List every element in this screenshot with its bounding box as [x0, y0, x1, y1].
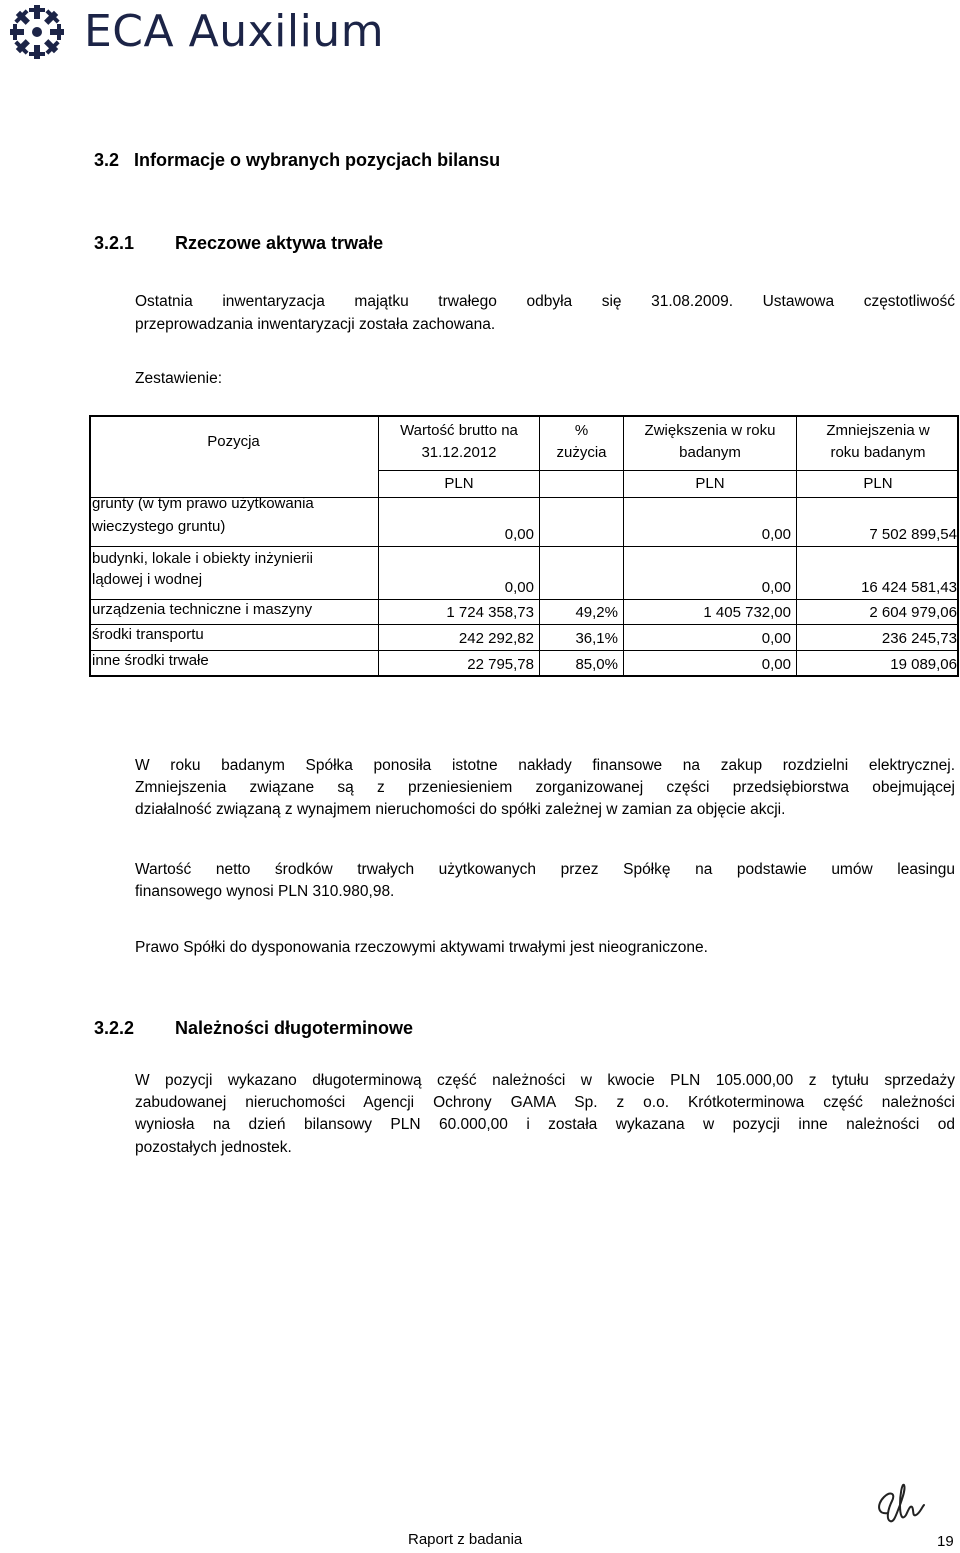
header-wear-pct: %: [574, 422, 589, 439]
header-gross-value: Wartość brutto na: [400, 422, 518, 439]
row-gross: 0,00: [504, 579, 534, 596]
row-decrease: 7 502 899,54: [869, 526, 957, 543]
logo-text: ECA Auxilium: [84, 6, 385, 57]
paragraph-line: Wartość netto środków trwałych użytkowanych przez Spółkę na podstawie umów leasingu: [135, 861, 955, 878]
section-title: Informacje o wybranych pozycjach bilansu: [134, 150, 501, 170]
footer-label: Raport z badania: [408, 1531, 523, 1548]
row-increase: 1 405 732,00: [703, 604, 791, 621]
paragraph-line: W roku badanym Spółka ponosiła istotne nakłady finansowe na zakup rozdzielni elektrycznej.: [135, 757, 955, 774]
row-increase: 0,00: [761, 656, 791, 673]
header-currency: PLN: [444, 475, 474, 492]
row-gross: 242 292,82: [458, 630, 534, 647]
subsection-number: 3.2.2: [94, 1018, 135, 1038]
subsection-number: 3.2.1: [94, 233, 135, 253]
row-name: wieczystego gruntu): [92, 518, 226, 535]
row-decrease: 236 245,73: [881, 630, 957, 647]
star-snowflake-icon: [6, 4, 68, 60]
header-wear-pct: zużycia: [556, 444, 607, 461]
row-gross: 0,00: [504, 526, 534, 543]
paragraph-line: W pozycji wykazano długoterminową część należności w kwocie PLN 105.000,00 z tytułu sprzedaży: [135, 1072, 955, 1089]
row-name: lądowej i wodnej: [92, 571, 203, 588]
row-gross: 22 795,78: [467, 656, 534, 673]
paragraph-line: działalność związaną z wynajmem nieruchomości do spółki zależnej w zamian za objęcie akcji.: [135, 801, 786, 818]
company-logo: [6, 4, 384, 60]
row-increase: 0,00: [761, 630, 791, 647]
summary-label: Zestawienie:: [135, 370, 223, 387]
row-name: urządzenia techniczne i maszyny: [92, 601, 313, 618]
signature-initials: [870, 1475, 930, 1535]
row-pct: 85,0%: [575, 656, 618, 673]
row-name: budynki, lokale i obiekty inżynierii: [92, 550, 313, 567]
paragraph-line: finansowego wynosi PLN 310.980,98.: [135, 883, 395, 900]
paragraph-line: Prawo Spółki do dysponowania rzeczowymi aktywami trwałymi jest nieograniczone.: [135, 939, 708, 956]
row-pct: 36,1%: [575, 630, 618, 647]
row-name: grunty (w tym prawo użytkowania: [92, 495, 314, 512]
row-decrease: 2 604 979,06: [869, 604, 957, 621]
header-increase: Zwiększenia w roku: [644, 422, 776, 439]
row-increase: 0,00: [761, 579, 791, 596]
intro-line: przeprowadzania inwentaryzacji została zachowana.: [135, 316, 496, 333]
header-decrease: roku badanym: [830, 444, 926, 461]
row-increase: 0,00: [761, 526, 791, 543]
row-name: środki transportu: [92, 626, 204, 643]
paragraph-line: Zmniejszenia związane są z przeniesieniem zorganizowanej części przedsiębiorstwa obejmującej: [135, 779, 955, 796]
intro-line: Ostatnia inwentaryzacja majątku trwałego odbyła się 31.08.2009. Ustawowa częstotliwość: [135, 293, 955, 310]
row-decrease: 19 089,06: [890, 656, 957, 673]
header-decrease: Zmniejszenia w: [826, 422, 930, 439]
paragraph-line: wyniosła na dzień bilansowy PLN 60.000,00 i została wykazana w pozycji inne należności od: [135, 1116, 955, 1133]
paragraph-line: pozostałych jednostek.: [135, 1139, 292, 1156]
subsection-title: Rzeczowe aktywa trwałe: [175, 233, 384, 253]
header-increase: badanym: [679, 444, 741, 461]
header-position: Pozycja: [207, 433, 260, 450]
page-number: 19: [937, 1533, 954, 1550]
fixed-assets-table: [89, 415, 959, 677]
header-currency: PLN: [863, 475, 893, 492]
paragraph-line: zabudowanej nieruchomości Agencji Ochrony GAMA Sp. z o.o. Krótkoterminowa część należności: [135, 1094, 955, 1111]
header-currency: PLN: [695, 475, 725, 492]
section-number: 3.2: [94, 150, 120, 170]
row-gross: 1 724 358,73: [446, 604, 534, 621]
subsection-title: Należności długoterminowe: [175, 1018, 414, 1038]
header-gross-value-date: 31.12.2012: [421, 444, 497, 461]
row-pct: 49,2%: [575, 604, 618, 621]
row-name: inne środki trwałe: [92, 652, 209, 669]
row-decrease: 16 424 581,43: [861, 579, 957, 596]
